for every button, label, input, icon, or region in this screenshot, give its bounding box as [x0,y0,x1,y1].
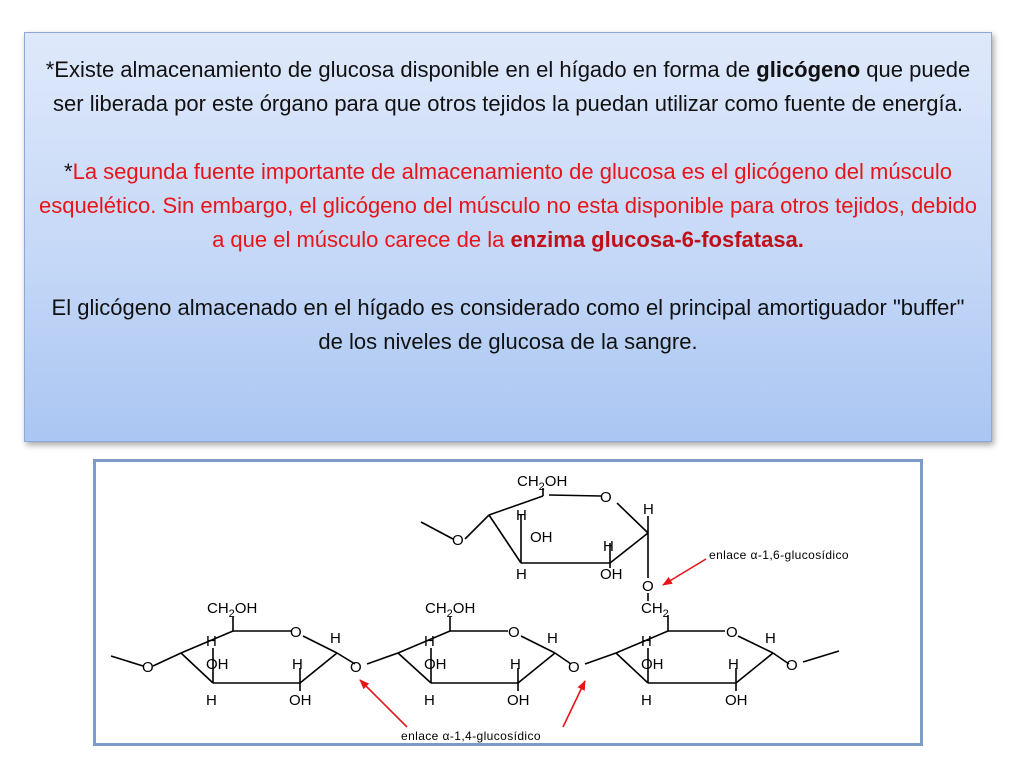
h-label: H [206,633,217,650]
glycogen-structure-diagram [96,462,920,743]
enzyme-term: enzima glucosa-6-fosfatasa. [510,227,804,252]
oh-label: OH [507,692,530,709]
oh-label: OH [725,692,748,709]
h-label: H [728,656,739,673]
h-label: H [516,566,527,583]
ring-oxygen-label: O [508,624,520,641]
arrow-alpha-1-4-right [563,681,585,727]
paragraph-text: que puede ser liberada por este órgano para que otros tejidos la puedan utilizar como fuente de energía. [53,57,971,116]
ring-oxygen-label: O [290,624,302,641]
glycogen-term: glicógeno [756,57,861,82]
h-label: H [547,630,558,647]
oh-label: OH [424,656,447,673]
paragraph-text: *Existe almacenamiento de glucosa disponible en el hígado en forma de [45,57,757,82]
oh-label: OH [289,692,312,709]
glucose-ring-top-labels [452,473,654,595]
h-label: H [641,633,652,650]
ring-oxygen-label: O [600,489,612,506]
h-label: H [641,692,652,709]
h-label: H [206,692,217,709]
h-label: H [516,507,527,524]
oh-label: OH [641,656,664,673]
paragraph-text: La segunda fuente importante de almacenamiento de glucosa es el glicógeno del músculo esquelético. Sin embargo, el glicógeno del músculo no esta disponible para otros tejidos, debido a que el músculo carece de la [38,159,978,252]
ch2oh-label: $CH_2OH$ [207,600,258,620]
h-label: H [424,633,435,650]
ch2-label: $CH_2$ [641,600,669,620]
oh-label: OH [600,566,623,583]
arrow-alpha-1-6 [663,559,706,585]
oh-label: OH [530,529,553,546]
oxygen-label: O [786,657,798,674]
glycosidic-oxygen-label: O [350,659,362,676]
text-box [24,32,992,442]
glucose-ring-3 [585,593,839,691]
h-label: H [765,630,776,647]
label-alpha-1-4: enlace α-1,4-glucosídico [401,729,541,743]
label-alpha-1-6: enlace α-1,6-glucosídico [709,548,849,562]
h-label: H [292,656,303,673]
asterisk: * [64,159,73,184]
ch2oh-label: $CH_2OH$ [425,600,476,620]
paragraph-liver-storage [37,53,979,121]
glucose-ring-1 [111,617,355,691]
paragraph-muscle-storage [37,155,979,257]
h-label: H [424,692,435,709]
glycosidic-oxygen-label: O [568,659,580,676]
h-label: H [643,501,654,518]
ring-oxygen-label: O [726,624,738,641]
h-label: H [603,538,614,555]
bridge-oxygen-label: O [642,578,654,595]
glucose-ring-2 [367,617,571,691]
ch2oh-label: $CH_2OH$ [517,473,568,493]
oxygen-label: O [452,532,464,549]
oxygen-label: O [142,659,154,676]
glycogen-structure-figure [93,459,923,746]
oh-label: OH [206,656,229,673]
arrow-alpha-1-4-left [360,680,407,727]
paragraph-buffer [37,291,979,359]
glucose-ring-1-labels [142,600,362,709]
paragraph-text: El glicógeno almacenado en el hígado es considerado como el principal amortiguador "buffer" de los niveles de glucosa de la sangre. [51,295,965,354]
h-label: H [330,630,341,647]
h-label: H [510,656,521,673]
